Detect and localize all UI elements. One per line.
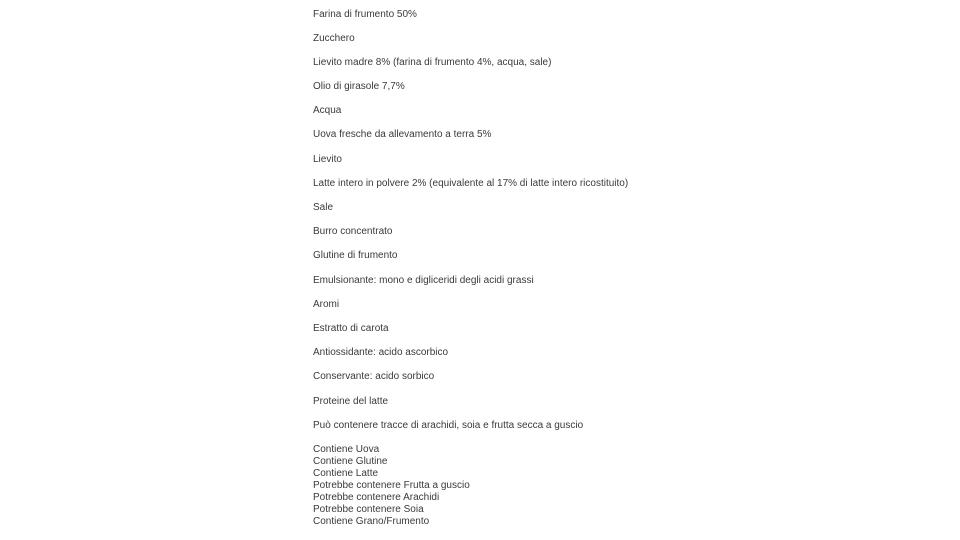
ingredient-item: Sale (313, 202, 334, 213)
allergen-item: Potrebbe contenere Arachidi (313, 492, 440, 504)
ingredient-item: Estratto di carota (313, 322, 389, 334)
allergen-item: Potrebbe contenere Frutta a guscio (313, 479, 470, 491)
ingredient-item: Proteine del latte (313, 395, 389, 407)
ingredient-item: Acqua (313, 105, 342, 117)
allergen-list (313, 436, 713, 529)
ingredient-item: Emulsionante: mono e digliceridi degli acidi grassi (313, 274, 534, 286)
ingredient-item: Lievito madre 8% (farina di frumento 4%, acqua, sale) (313, 56, 552, 68)
allergen-item: Contiene Latte (313, 467, 379, 479)
ingredient-item: Olio di girasole 7,7% (313, 81, 405, 93)
ingredient-item: Antiossidante: acido ascorbico (313, 347, 449, 359)
product-info-panel (313, 0, 713, 528)
ingredient-item: Zucchero (313, 32, 355, 44)
ingredient-item: Lievito (313, 153, 342, 165)
allergen-item: Potrebbe contenere Soia (313, 504, 424, 516)
trace-warning: Può contenere tracce di arachidi, soia e frutta secca a guscio (313, 419, 584, 431)
ingredient-item: Conservante: acido sorbico (313, 371, 435, 383)
allergen-item: Contiene Glutine (313, 455, 388, 467)
ingredient-list (313, 0, 713, 436)
allergen-item: Contiene Grano/Frumento (313, 516, 430, 528)
ingredient-item: Burro concentrato (313, 226, 393, 238)
allergen-item: Contiene Uova (313, 443, 380, 455)
ingredient-item: Uova fresche da allevamento a terra 5% (313, 129, 492, 141)
ingredient-item: Glutine di frumento (313, 250, 398, 262)
ingredient-item: Latte intero in polvere 2% (equivalente al 17% di latte intero ricostituito) (313, 177, 629, 189)
ingredient-item: Aromi (313, 298, 340, 310)
ingredient-item: Farina di frumento 50% (313, 8, 417, 20)
